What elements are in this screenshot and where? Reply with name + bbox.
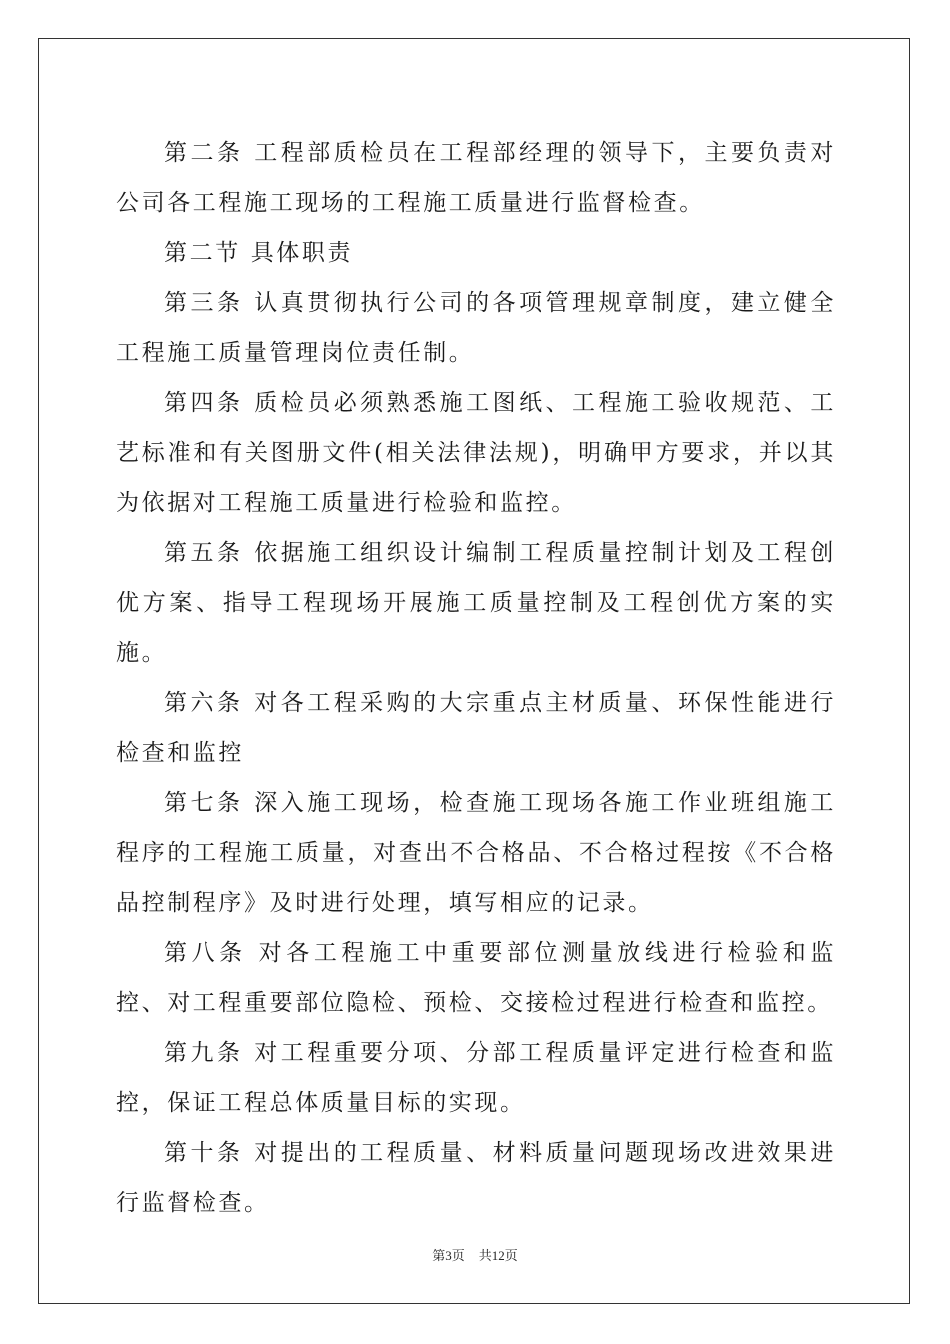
paragraph-article-5: 第五条 依据施工组织设计编制工程质量控制计划及工程创优方案、指导工程现场开展施工质量控制及工程创优方案的实施。 xyxy=(116,540,836,666)
section-heading-duties: 第二节 具体职责 xyxy=(164,240,354,266)
paragraph-article-9: 第九条 对工程重要分项、分部工程质量评定进行检查和监控，保证工程总体质量目标的实现。 xyxy=(116,1040,836,1116)
page-number: 第3页 xyxy=(432,1248,465,1263)
page-total: 共12页 xyxy=(478,1248,518,1263)
paragraph-article-6: 第六条 对各工程采购的大宗重点主材质量、环保性能进行检查和监控 xyxy=(116,690,836,766)
page-footer xyxy=(0,1247,950,1265)
paragraph-article-10: 第十条 对提出的工程质量、材料质量问题现场改进效果进行监督检查。 xyxy=(116,1140,836,1216)
paragraph-article-2: 第二条 工程部质检员在工程部经理的领导下，主要负责对公司各工程施工现场的工程施工质量进行监督检查。 xyxy=(116,140,836,216)
paragraph-article-8: 第八条 对各工程施工中重要部位测量放线进行检验和监控、对工程重要部位隐检、预检、交接检过程进行检查和监控。 xyxy=(116,940,836,1016)
paragraph-article-7: 第七条 深入施工现场，检查施工现场各施工作业班组施工程序的工程施工质量，对查出不合格品、不合格过程按《不合格品控制程序》及时进行处理，填写相应的记录。 xyxy=(116,790,836,916)
paragraph-article-3: 第三条 认真贯彻执行公司的各项管理规章制度，建立健全工程施工质量管理岗位责任制。 xyxy=(116,290,836,366)
paragraph-article-4: 第四条 质检员必须熟悉施工图纸、工程施工验收规范、工艺标准和有关图册文件(相关法律法规)，明确甲方要求，并以其为依据对工程施工质量进行检验和监控。 xyxy=(116,390,836,516)
document-body xyxy=(116,128,836,1228)
